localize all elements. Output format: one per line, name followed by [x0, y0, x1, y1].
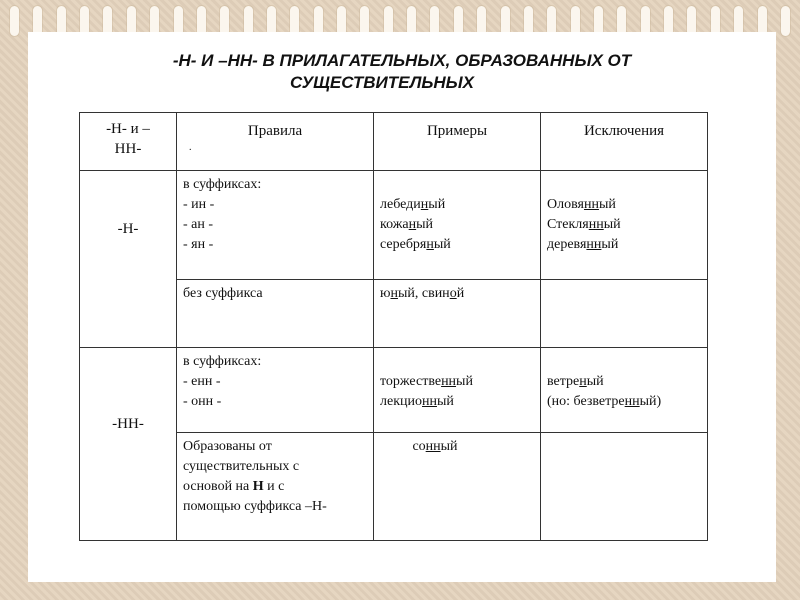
binding-ring [781, 6, 790, 36]
exceptions-cell [541, 171, 708, 280]
rule-line: помощью суффикса –Н- [183, 499, 327, 514]
header-rules [177, 113, 374, 171]
example-word: сонный [412, 439, 458, 454]
exception-word: (но: безветренный) [547, 394, 662, 409]
example-word: серебряный [380, 237, 451, 252]
header-exceptions [541, 113, 708, 171]
table-row [80, 171, 708, 280]
exceptions-cell [541, 348, 708, 433]
example-word: юный, свиной [380, 286, 465, 301]
category-nn [80, 348, 177, 541]
rule-line: существительных с [183, 459, 300, 474]
examples-cell [374, 348, 541, 433]
example-word: торжественный [380, 374, 473, 389]
binding-ring [10, 6, 19, 36]
header-examples [374, 113, 541, 171]
category-nn-label: -НН- [112, 415, 144, 432]
rule-line: без суффикса [183, 286, 263, 301]
category-n-label: -Н- [117, 220, 139, 237]
rule-cell [177, 280, 374, 348]
title-line-1: -Н- И –НН- В ПРИЛАГАТЕЛЬНЫХ, ОБРАЗОВАННЫХ ОТ [172, 51, 632, 70]
header-examples-label: Примеры [426, 123, 488, 139]
rule-cell [177, 348, 374, 433]
rule-cell [177, 433, 374, 541]
example-word: лебединый [380, 197, 446, 212]
table-row [80, 348, 708, 433]
header-n-nn-line1: -Н- и – [106, 121, 150, 137]
category-n [80, 171, 177, 348]
example-word: кожаный [380, 217, 434, 232]
header-exceptions-label: Исключения [583, 123, 665, 139]
rule-line: основой на Н и с [183, 479, 285, 494]
exception-word: деревянный [547, 237, 619, 252]
exception-word: Оловянный [547, 197, 616, 212]
examples-cell [374, 433, 541, 541]
examples-cell [374, 280, 541, 348]
rule-line: - ан - [183, 217, 214, 232]
exceptions-cell [541, 280, 708, 348]
exception-word: Стеклянный [547, 217, 621, 232]
exception-word: ветреный [547, 374, 604, 389]
examples-cell [374, 171, 541, 280]
rules-table [79, 112, 708, 541]
rule-line: в суффиксах: [183, 354, 262, 369]
page-title [28, 50, 776, 94]
title-line-2: СУЩЕСТВИТЕЛЬНЫХ [289, 73, 475, 92]
header-n-nn [80, 113, 177, 171]
header-row [80, 113, 708, 171]
rule-line: - енн - [183, 374, 221, 389]
rule-line: в суффиксах: [183, 177, 262, 192]
exceptions-cell [541, 433, 708, 541]
rule-line: Образованы от [183, 439, 272, 454]
header-n-nn-line2: НН- [114, 141, 142, 157]
header-rules-mark: . [189, 142, 192, 153]
rule-line: - ин - [183, 197, 215, 212]
rule-line: - онн - [183, 394, 222, 409]
example-word: лекционный [380, 394, 454, 409]
rule-line: - ян - [183, 237, 214, 252]
rule-cell [177, 171, 374, 280]
header-rules-label: Правила [247, 123, 303, 139]
